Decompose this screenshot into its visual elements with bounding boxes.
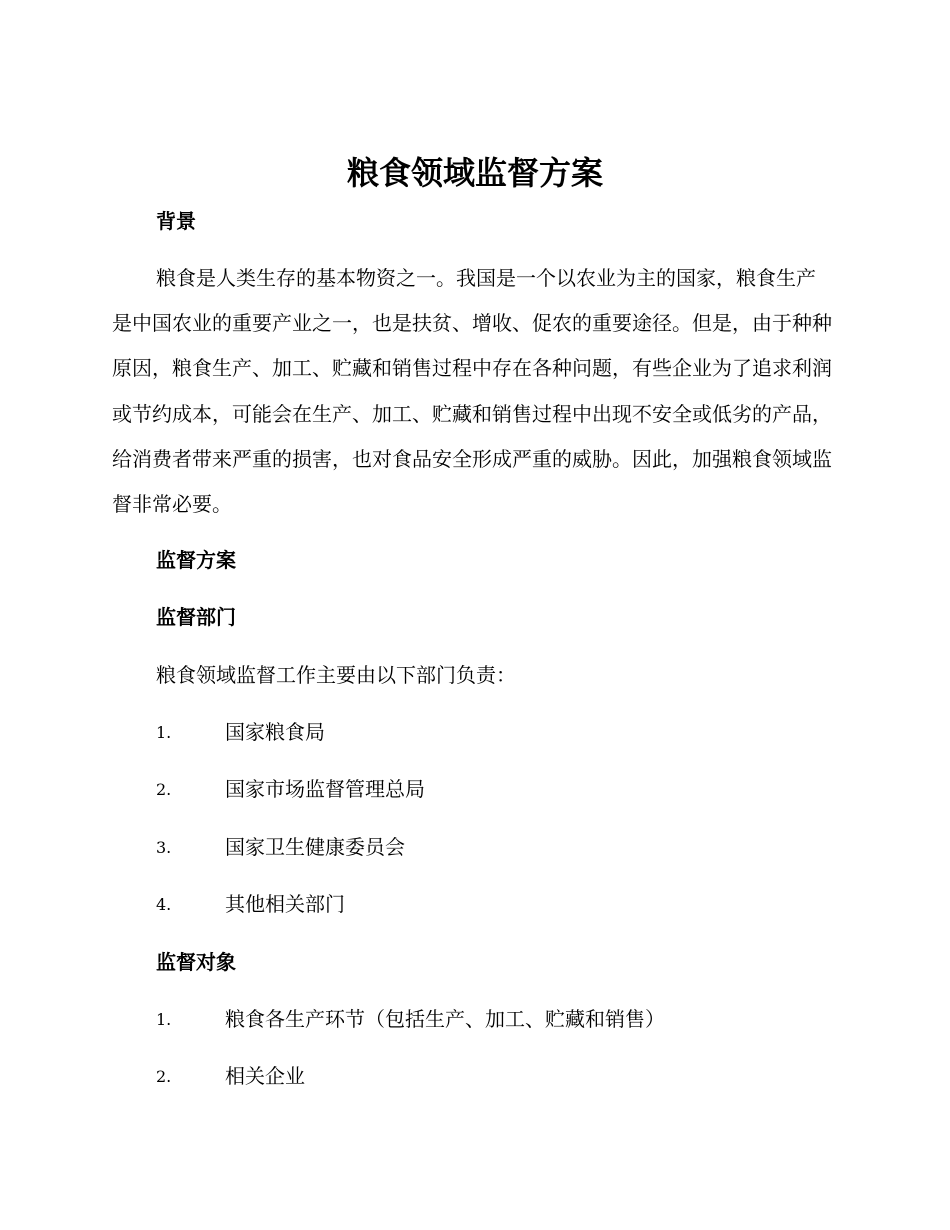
- list-item-number: 1.: [156, 1010, 172, 1029]
- section-heading-plan: 监督方案: [156, 548, 236, 572]
- list-item-number: 3.: [156, 838, 172, 857]
- list-item-number: 2.: [156, 780, 172, 799]
- subsection-heading-departments: 监督部门: [156, 605, 236, 629]
- list-item-text: 国家粮食局: [225, 720, 325, 744]
- list-item-text: 其他相关部门: [225, 892, 345, 916]
- background-paragraph: 粮食是人类生存的基本物资之一。我国是一个以农业为主的国家，粮食生产是中国农业的重要产业之一，也是扶贫、增收、促农的重要途径。但是，由于种种原因，粮食生产、加工、贮藏和销售过程中存在各种问题，有些企业为了追求利润或节约成本，可能会在生产、加工、贮藏和销售过程中出现不安全或低劣的产品，给消费者带来严重的损害，也对食品安全形成严重的威胁。因此，加强粮食领域监督非常必要。: [112, 266, 832, 517]
- list-item-number: 4.: [156, 895, 172, 914]
- subsection-heading-targets: 监督对象: [156, 950, 236, 974]
- list-item-text: 国家市场监督管理总局: [225, 777, 425, 801]
- section-heading-background: 背景: [156, 209, 196, 233]
- document-title: 粮食领域监督方案: [346, 154, 603, 192]
- list-item-number: 1.: [156, 723, 172, 742]
- list-item-text: 国家卫生健康委员会: [225, 835, 405, 859]
- list-item-number: 2.: [156, 1067, 172, 1086]
- list-item-text: 粮食各生产环节（包括生产、加工、贮藏和销售）: [225, 1007, 665, 1031]
- list-item-text: 相关企业: [225, 1064, 305, 1088]
- departments-intro: 粮食领域监督工作主要由以下部门负责：: [156, 663, 516, 687]
